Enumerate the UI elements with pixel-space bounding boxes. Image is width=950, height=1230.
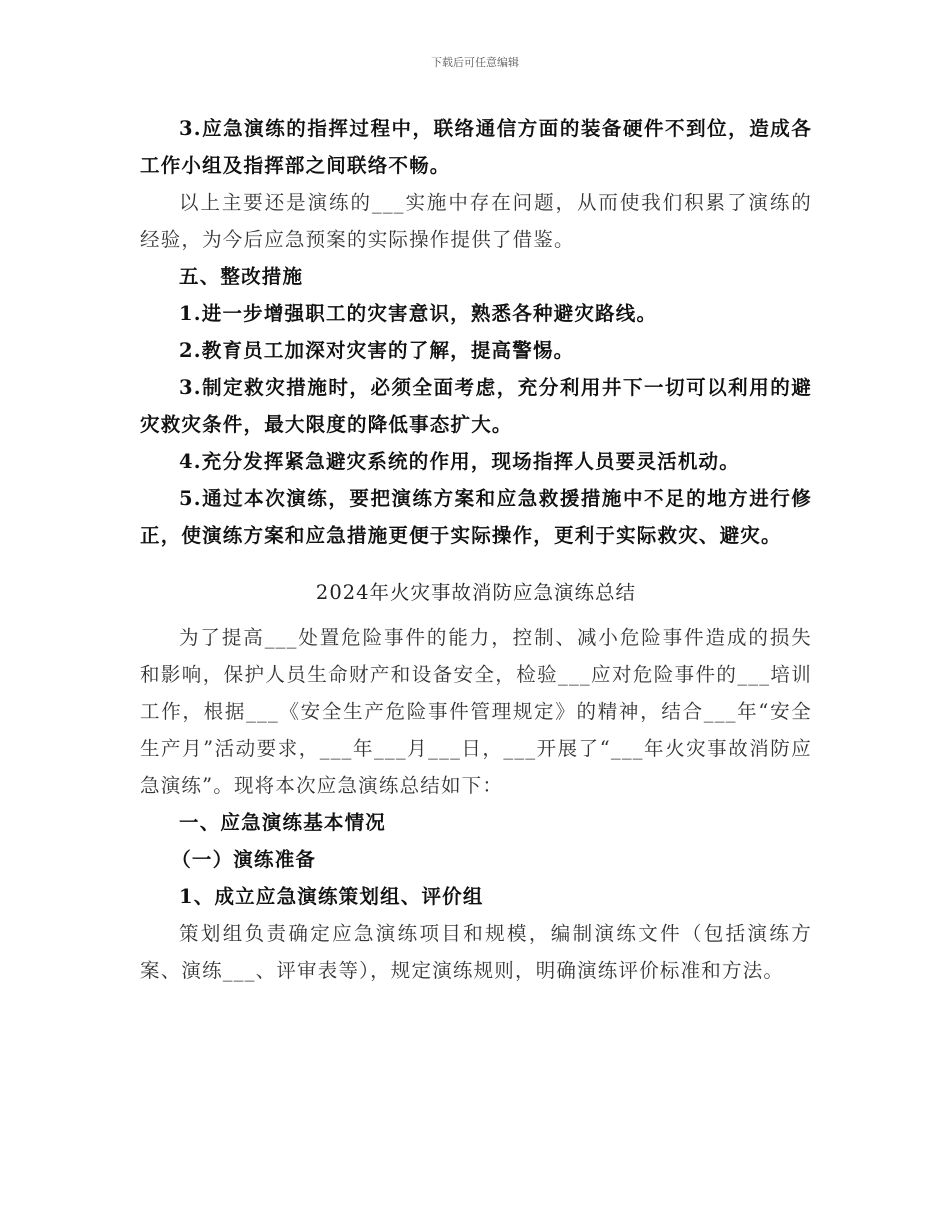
paragraph-planning-duties: 策划组负责确定应急演练项目和规模，编制演练文件（包括演练方案、演练___、评审表等），规定演练规则，明确演练评价标准和方法。 [140,922,812,982]
document-title: 2024年火灾事故消防应急演练总结 [315,581,637,604]
subheading-drill-preparation: （一）演练准备 [171,848,317,871]
heading-basic-situation: 一、应急演练基本情况 [179,811,387,834]
list-item-measure-4: 4.充分发挥紧急避灾系统的作用，现场指挥人员要灵活机动。 [179,450,740,473]
heading-rectification-measures: 五、整改措施 [179,265,304,288]
list-item-measure-2: 2.教育员工加深对灾害的了解，提高警惕。 [179,339,575,362]
subheading-planning-group: 1、成立应急演练策划组、评价组 [179,885,484,908]
list-item-measure-1: 1.进一步增强职工的灾害意识，熟悉各种避灾路线。 [179,302,658,325]
paragraph-item-3: 3.应急演练的指挥过程中，联络通信方面的装备硬件不到位，造成各工作小组及指挥部之间联络不畅。 [140,117,812,177]
document-body [140,110,812,989]
list-item-measure-3: 3.制定救灾措施时，必须全面考虑，充分利用井下一切可以利用的避灾救灾条件，最大限度的降低事态扩大。 [140,376,812,436]
list-item-measure-5: 5.通过本次演练，要把演练方案和应急救援措施中不足的地方进行修正，使演练方案和应急措施更便于实际操作，更利于实际救灾、避灾。 [140,487,812,547]
page-header-note: 下载后可任意编辑 [431,56,519,69]
paragraph-summary: 以上主要还是演练的___实施中存在问题，从而使我们积累了演练的经验，为今后应急预案的实际操作提供了借鉴。 [140,191,812,251]
paragraph-intro: 为了提高___处置危险事件的能力，控制、减小危险事件造成的损失和影响，保护人员生命财产和设备安全，检验___应对危险事件的___培训工作，根据___《安全生产危险事件管理规定》的精神，结合___年“安全生产月”活动要求，___年___月___日，___开展了“___年火灾事故消防应急演练”。现将本次应急演练总结如下： [140,626,812,797]
